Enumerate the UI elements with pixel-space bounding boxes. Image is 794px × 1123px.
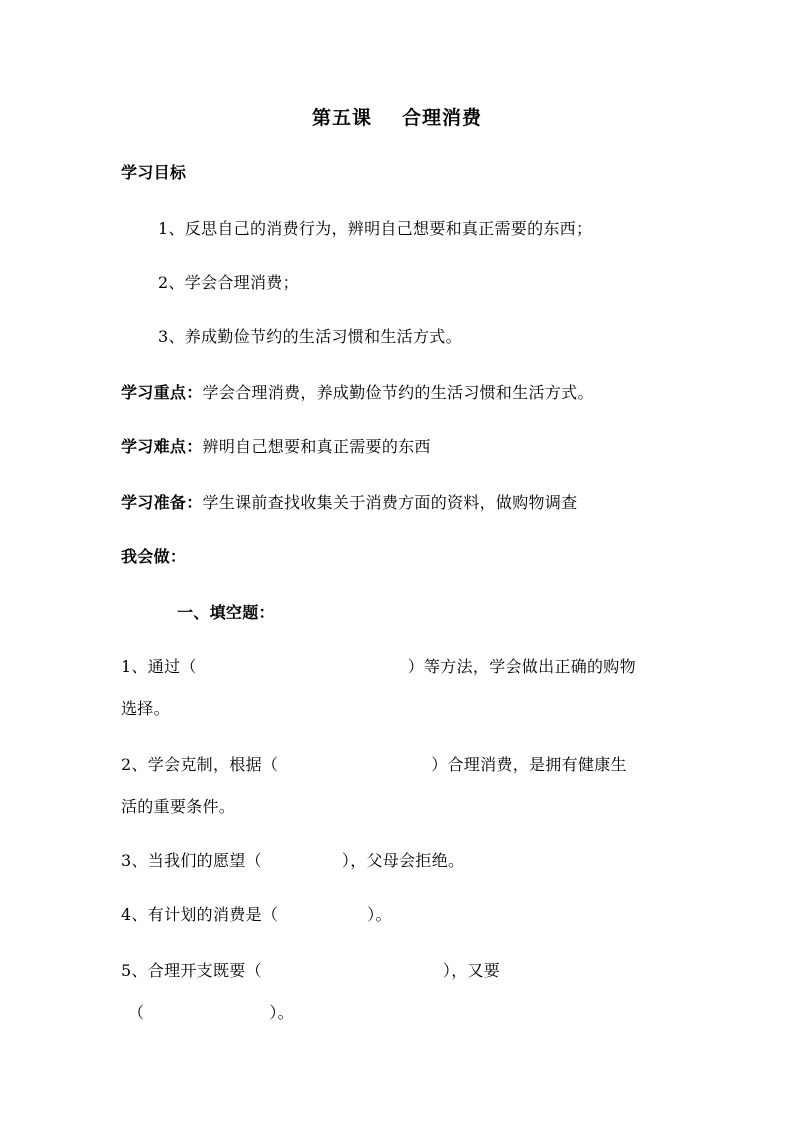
question-3-after: ），父母会拒绝。 [341,851,465,870]
question-1 [121,656,636,678]
difficulties-text: 辨明自己想要和真正需要的东西 [202,437,431,456]
preparation-label: 学习准备： [121,493,203,512]
question-5-after: ），又要 [442,961,501,980]
preparation-line [121,492,577,514]
difficulties-line [121,436,431,458]
question-1-before: 1、通过（ [121,657,197,676]
question-2 [121,754,627,776]
question-5-before: 5、合理开支既要（ [121,961,262,980]
question-1-continuation: 选择。 [121,699,170,718]
question-4 [121,904,392,926]
question-4-after: ）。 [367,905,392,924]
question-1-after: ）等方法，学会做出正确的购物 [407,657,636,676]
question-5-cont-close: ）。 [269,1003,294,1022]
question-5-cont-open: （ [128,1003,145,1022]
question-5-continuation [128,1002,294,1024]
goals-heading: 学习目标 [121,163,187,182]
question-4-before: 4、有计划的消费是（ [121,905,279,924]
lesson-topic: 合理消费 [402,107,483,129]
question-5 [121,960,500,982]
goal-item-1: 1、反思自己的消费行为，辨明自己想要和真正需要的东西； [158,219,593,238]
question-2-after: ）合理消费，是拥有健康生 [431,755,627,774]
question-3-before: 3、当我们的愿望（ [121,851,262,870]
key-points-label: 学习重点： [121,383,203,402]
question-2-before: 2、学会克制，根据（ [121,755,279,774]
goal-item-2: 2、学会合理消费； [158,273,299,292]
question-3 [121,850,464,872]
practice-heading: 我会做： [121,547,187,566]
lesson-number: 第五课 [311,107,372,129]
difficulties-label: 学习难点： [121,437,203,456]
key-points-line [121,382,594,404]
fill-blank-section-heading: 一、填空题： [177,603,275,622]
question-2-continuation: 活的重要条件。 [121,797,236,816]
lesson-title [0,106,794,130]
key-points-text: 学会合理消费，养成勤俭节约的生活习惯和生活方式。 [202,383,594,402]
goal-item-3: 3、养成勤俭节约的生活习惯和生活方式。 [158,327,462,346]
preparation-text: 学生课前查找收集关于消费方面的资料，做购物调查 [202,493,578,512]
